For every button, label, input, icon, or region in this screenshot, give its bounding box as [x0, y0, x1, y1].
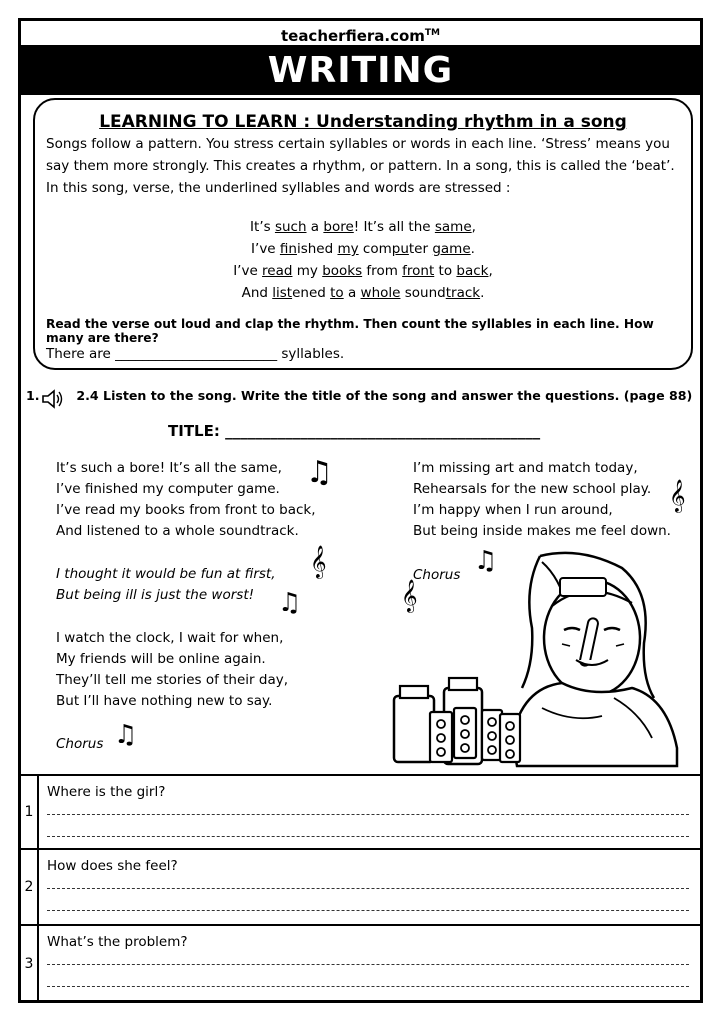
verse-line: And listened to a whole soundtrack. — [241, 285, 485, 301]
answer-line[interactable] — [47, 888, 689, 889]
answer-blank[interactable]: ________________________ — [115, 346, 278, 362]
music-note-icon: ♫ — [278, 588, 302, 618]
song-line: I’m missing art and match today, — [413, 460, 638, 476]
song-line: Rehearsals for the new school play. — [413, 481, 652, 497]
question-text: How does she feel? — [47, 858, 178, 874]
page-title: WRITING — [21, 45, 700, 95]
question-number: 3 — [21, 926, 39, 1002]
learning-box — [33, 98, 693, 370]
trademark: TM — [424, 28, 441, 38]
song-line: And listened to a whole soundtrack. — [56, 523, 299, 539]
task-number: 1. — [26, 388, 40, 403]
sick-girl-illustration — [392, 548, 682, 770]
song-line: It’s such a bore! It’s all the same, — [56, 460, 282, 476]
verse-line: I’ve read my books from front to back, — [233, 263, 493, 279]
music-note-icon: ♫ — [474, 546, 498, 576]
question-number: 1 — [21, 776, 39, 848]
left-verse-2 — [56, 628, 288, 712]
song-title-line — [168, 422, 540, 440]
treble-clef-icon: 𝄞 — [310, 545, 327, 578]
song-line: I watch the clock, I wait for when, — [56, 630, 284, 646]
left-chorus-lines — [56, 564, 276, 606]
stressed-verse — [35, 216, 691, 304]
questions-table — [21, 774, 700, 1002]
treble-clef-icon: 𝄞 — [669, 479, 686, 512]
song-line: But I’ll have nothing new to say. — [56, 693, 273, 709]
answer-line[interactable] — [47, 814, 689, 815]
verse-line: It’s such a bore! It’s all the same, — [250, 219, 476, 235]
question-row — [21, 926, 700, 1002]
question-row — [21, 850, 700, 926]
answer-line[interactable] — [47, 986, 689, 987]
right-verse — [413, 458, 671, 542]
song-line: I’m happy when I run around, — [413, 502, 613, 518]
learning-box-title: LEARNING TO LEARN : Understanding rhythm in a song — [99, 112, 627, 132]
question-row — [21, 776, 700, 850]
title-blank[interactable]: __________________________________________ — [225, 422, 541, 440]
task-text: 2.4 Listen to the song. Write the title of the song and answer the questions. (page 88) — [76, 388, 693, 403]
song-line: I’ve finished my computer game. — [56, 481, 280, 497]
chorus-line: But being ill is just the worst! — [56, 587, 255, 603]
question-text: Where is the girl? — [47, 784, 166, 800]
left-chorus-label: Chorus — [56, 736, 104, 752]
music-note-icon: ♫ — [306, 455, 333, 490]
question-text: What’s the problem? — [47, 934, 188, 950]
answer-line[interactable] — [47, 836, 689, 837]
answer-prefix: There are — [46, 346, 111, 362]
answer-line[interactable] — [47, 910, 689, 911]
song-line: I’ve read my books from front to back, — [56, 502, 316, 518]
chorus-line: I thought it would be fun at first, — [56, 566, 276, 582]
syllable-answer — [46, 346, 344, 362]
verse-line: I’ve finished my computer game. — [251, 241, 475, 257]
instruction: Read the verse out loud and clap the rhythm. Then count the syllables in each line. How many are there? — [46, 317, 654, 345]
title-label: TITLE: — [168, 422, 220, 440]
song-line: They’ll tell me stories of their day, — [56, 672, 289, 688]
left-verse-1 — [56, 458, 316, 542]
music-note-icon: ♫ — [114, 720, 138, 750]
task-instruction — [26, 388, 692, 403]
answer-suffix: syllables. — [281, 346, 345, 362]
site-name: teacherfiera.com — [280, 27, 425, 45]
question-number: 2 — [21, 850, 39, 924]
site-header — [21, 21, 700, 45]
song-line: But being inside makes me feel down. — [413, 523, 671, 539]
answer-line[interactable] — [47, 964, 689, 965]
right-chorus-label: Chorus — [413, 567, 461, 583]
learning-paragraph: Songs follow a pattern. You stress certain syllables or words in each line. ‘Stress’ means you say them more strongly. This creates a rhythm, or pattern. In a song, this is called the ‘beat’. In this song, verse, the underlined syllables and words are stressed : — [46, 136, 675, 196]
song-line: My friends will be online again. — [56, 651, 266, 667]
treble-clef-icon: 𝄞 — [401, 579, 418, 612]
speaker-icon — [41, 388, 65, 410]
